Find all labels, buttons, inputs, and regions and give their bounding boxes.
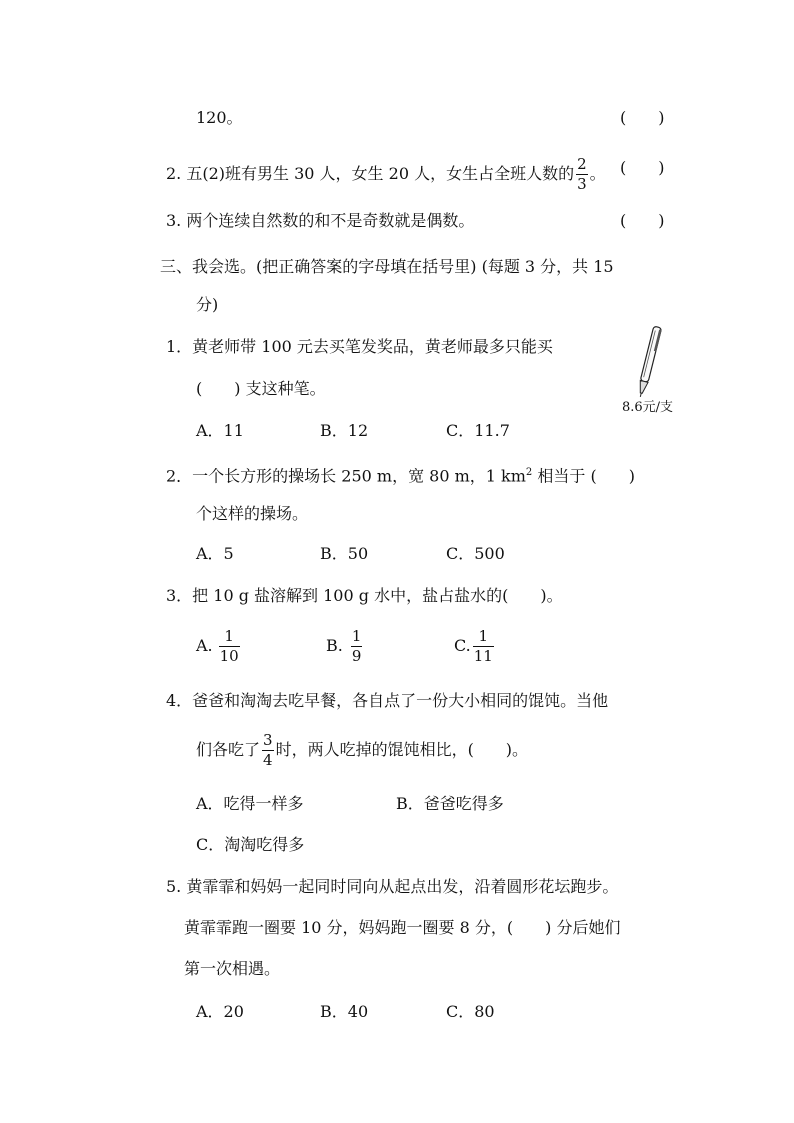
q3-option-b[interactable]: B. $\frac{1}{9}$ [326, 627, 362, 665]
q5-option-b[interactable]: B．40 [320, 1002, 369, 1021]
q2-option-a[interactable]: A．5 [196, 544, 234, 563]
q2-option-b[interactable]: B．50 [320, 544, 369, 563]
pen-price-label: 8.6元/支 [622, 400, 674, 415]
q2-option-c[interactable]: C．500 [446, 544, 505, 563]
judge-q2-text: 2. 五(2)班有男生 30 人，女生 20 人，女生占全班人数的 [166, 164, 575, 183]
q5-option-a[interactable]: A．20 [196, 1002, 244, 1021]
q3-option-a[interactable]: A. $\frac{1}{10}$ [196, 627, 239, 665]
q2-line2: 个这样的操场。 [196, 504, 309, 523]
q4-line1: 4．爸爸和淘淘去吃早餐，各自点了一份大小相同的馄饨。当他 [166, 691, 609, 710]
section-heading-cont: 分) [196, 295, 219, 314]
judge-q2-answer-paren[interactable]: ( ) [620, 158, 665, 177]
q4-option-a[interactable]: A．吃得一样多 [196, 794, 304, 813]
q3-option-c[interactable]: C. $\frac{1}{11}$ [454, 627, 493, 665]
q3-line1: 3．把 10 g 盐溶解到 100 g 水中，盐占盐水的( )。 [166, 586, 563, 605]
judge-q3: 3. 两个连续自然数的和不是奇数就是偶数。 [166, 211, 475, 230]
q1-line2: ( ) 支这种笔。 [196, 379, 326, 398]
q2-line1: 2．一个长方形的操场长 250 m，宽 80 m，1 $km^2$ 相当于 ( ) [166, 466, 635, 486]
pen-icon [634, 324, 664, 400]
q1-option-b[interactable]: B．12 [320, 421, 369, 440]
q4-option-b[interactable]: B．爸爸吃得多 [396, 794, 504, 813]
q5-line3: 第一次相遇。 [184, 959, 281, 978]
q4-option-c[interactable]: C．淘淘吃得多 [196, 835, 305, 854]
q1-option-c[interactable]: C．11.7 [446, 421, 510, 440]
judge-q2-fraction: $\frac{2}{3}$ [577, 155, 587, 193]
judge-q1-answer-paren[interactable]: ( ) [620, 108, 665, 127]
judge-q3-answer-paren[interactable]: ( ) [620, 211, 665, 230]
q5-line1: 5. 黄霏霏和妈妈一起同时同向从起点出发，沿着圆形花坛跑步。 [166, 877, 619, 896]
q5-line2: 黄霏霏跑一圈要 10 分，妈妈跑一圈要 8 分，( ) 分后她们 [184, 918, 621, 937]
judge-q1-tail: 120。 [196, 108, 243, 127]
q1-line1: 1．黄老师带 100 元去买笔发奖品，黄老师最多只能买 [166, 337, 553, 356]
q5-option-c[interactable]: C．80 [446, 1002, 495, 1021]
section-heading: 三、我会选。(把正确答案的字母填在括号里) (每题 3 分，共 15 [160, 257, 614, 276]
judge-q2: 2. 五(2)班有男生 30 人，女生 20 人，女生占全班人数的 $\frac{2}{3}$ 。 [166, 155, 606, 193]
q4-line2: 们各吃了 $\frac{3}{4}$ 时，两人吃掉的馄饨相比，( )。 [196, 731, 529, 769]
q1-option-a[interactable]: A．11 [196, 421, 244, 440]
